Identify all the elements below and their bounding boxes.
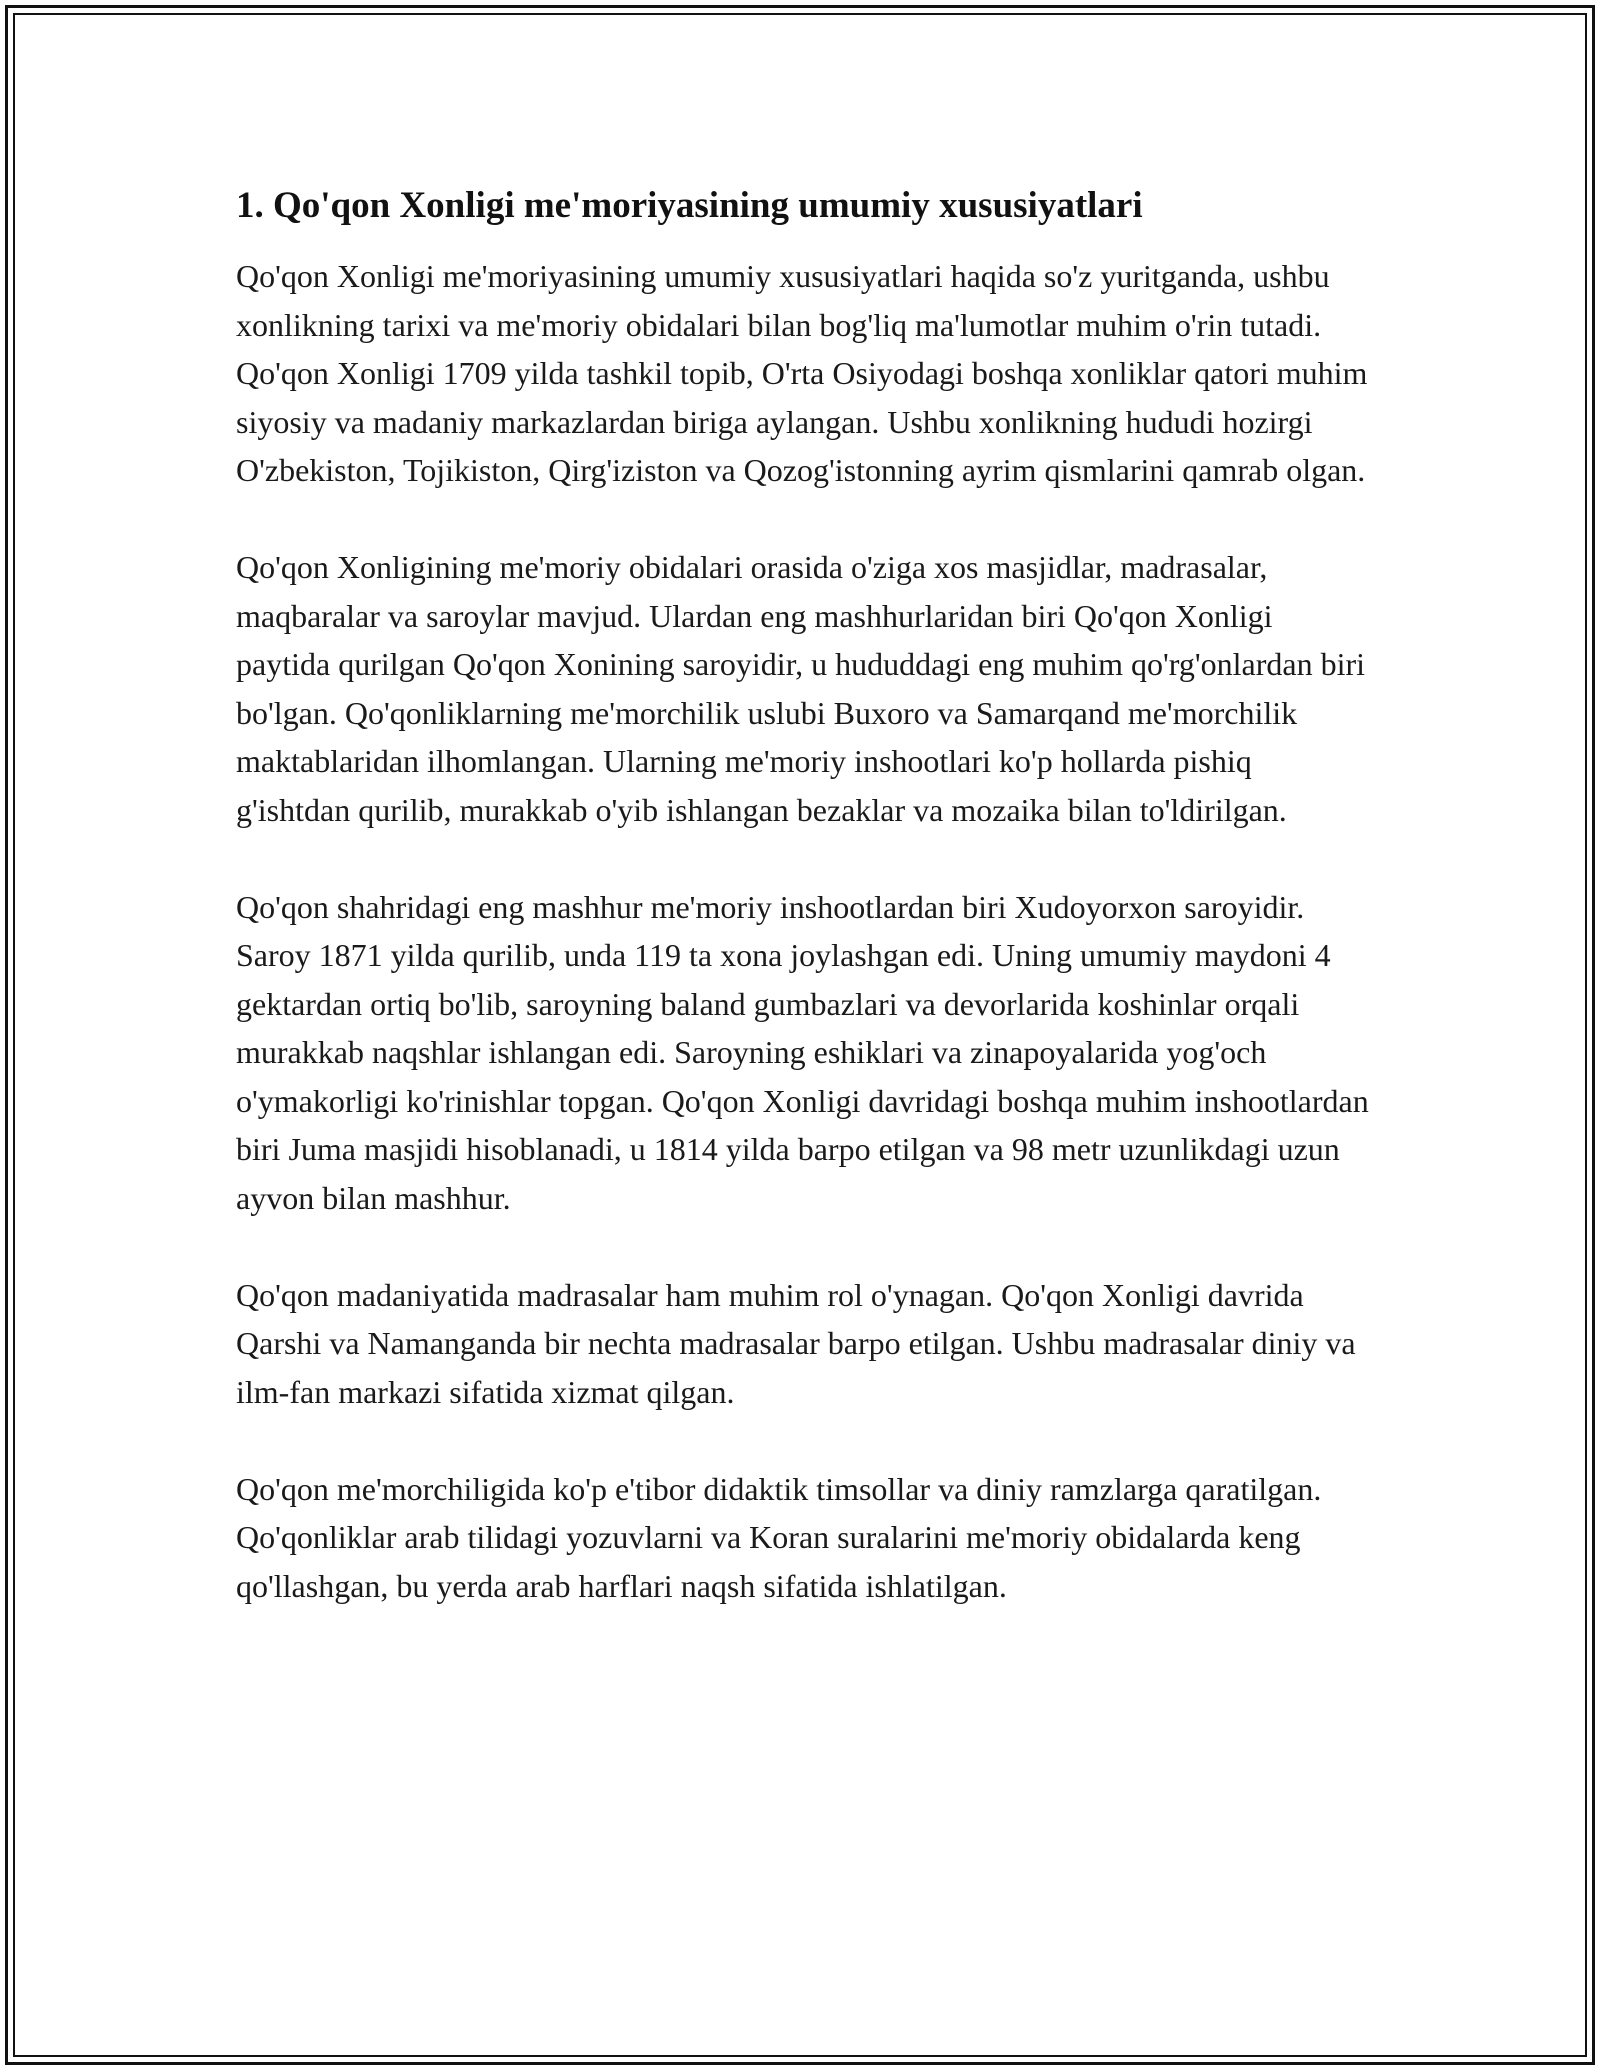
paragraph-monuments: Qo'qon Xonligining me'moriy obidalari orasida o'ziga xos masjidlar, madrasalar, maqbaralar va saroylar mavjud. Ulardan eng mashhurlaridan biri Qo'qon Xonligi paytida qurilgan Qo'qon Xonining saroyidir, u hududdagi eng muhim qo'rg'onlardan biri bo'lgan. Qo'qonliklarning me'morchilik uslubi Buxoro va Samarqand me'morchilik maktablaridan ilhomlangan. Ularning me'moriy inshootlari ko'p hollarda pishiq g'ishtdan qurilib, murakkab o'yib ishlangan bezaklar va mozaika bilan to'ldirilgan. <box>236 549 1366 828</box>
paragraph-symbols: Qo'qon me'morchiligida ko'p e'tibor didaktik timsollar va diniy ramzlarga qaratilgan. Qo'qonliklar arab tilidagi yozuvlarni va Koran suralarini me'moriy obidalarda keng qo'llashgan, bu yerda arab harflari naqsh sifatida ishlatilgan. <box>236 1470 1322 1604</box>
document-body <box>236 182 1370 1610</box>
paragraph-khudoyarkhan-palace: Qo'qon shahridagi eng mashhur me'moriy inshootlardan biri Xudoyorxon saroyidir. Saroy 1871 yilda qurilib, unda 119 ta xona joylashgan edi. Uning umumiy maydoni 4 gektardan ortiq bo'lib, saroyning baland gumbazlari va devorlarida koshinlar orqali murakkab naqshlar ishlangan edi. Saroyning eshiklari va zinapoyalarida yog'och o'ymakorligi ko'rinishlar topgan. Qo'qon Xonligi davridagi boshqa muhim inshootlardan biri Juma masjidi hisoblanadi, u 1814 yilda barpo etilgan va 98 metr uzunlikdagi uzun ayvon bilan mashhur. <box>236 888 1369 1216</box>
paragraph-madrasas: Qo'qon madaniyatida madrasalar ham muhim rol o'ynagan. Qo'qon Xonligi davrida Qarshi va Namanganda bir nechta madrasalar barpo etilgan. Ushbu madrasalar diniy va ilm-fan markazi sifatida xizmat qilgan. <box>236 1276 1356 1410</box>
section-heading: 1. Qo'qon Xonligi me'moriyasining umumiy xususiyatlari <box>236 185 1143 226</box>
paragraph-intro: Qo'qon Xonligi me'moriyasining umumiy xususiyatlari haqida so'z yuritganda, ushbu xonlikning tarixi va me'moriy obidalari bilan bog'liq ma'lumotlar muhim o'rin tutadi. Qo'qon Xonligi 1709 yilda tashkil topib, O'rta Osiyodagi boshqa xonliklar qatori muhim siyosiy va madaniy markazlardan biriga aylangan. Ushbu xonlikning hududi hozirgi O'zbekiston, Tojikiston, Qirg'iziston va Qozog'istonning ayrim qismlarini qamrab olgan. <box>236 258 1368 488</box>
